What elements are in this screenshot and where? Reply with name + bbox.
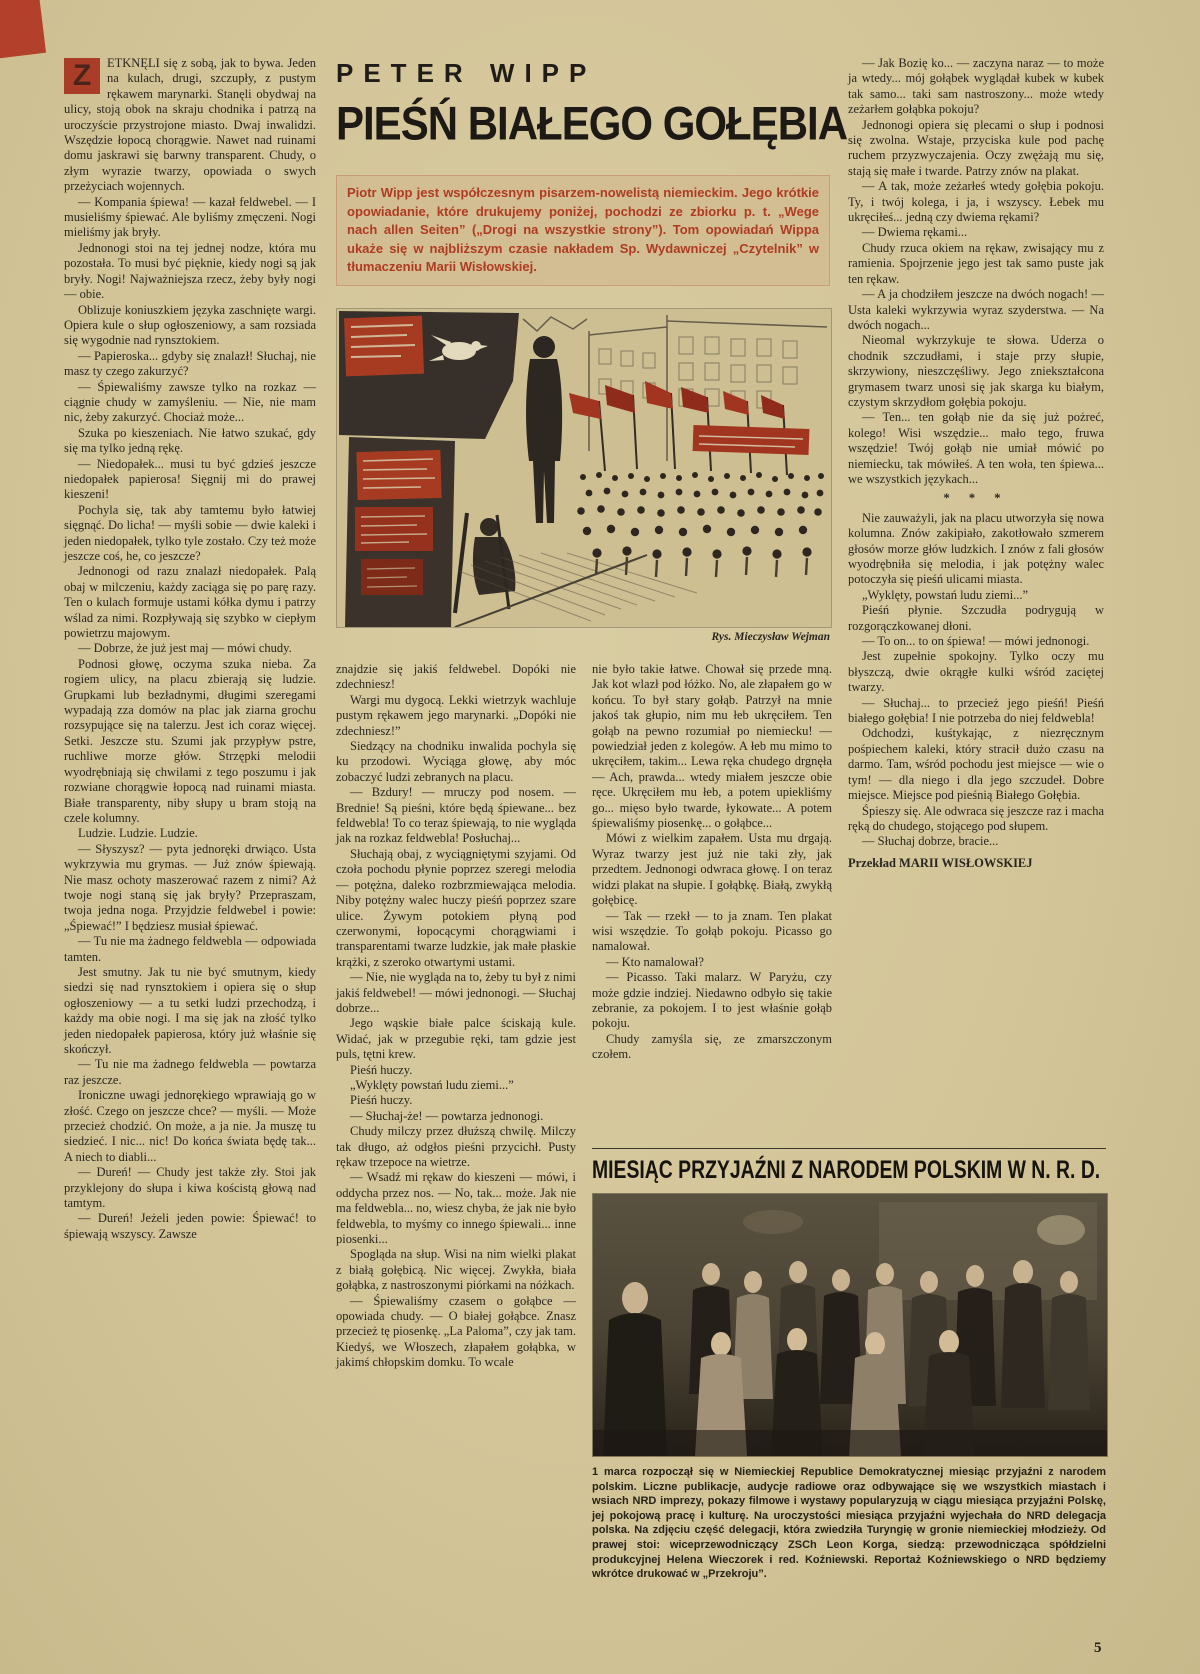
paragraph: — Picasso. Taki malarz. W Paryżu, czy może gdzie indziej. Niedawno odbyło się takie zebranie, za pokojem. I to jest właśnie gołąb pokoju. <box>592 970 832 1031</box>
column-1 <box>64 56 316 1242</box>
paragraph: — Papieroska... gdyby się znalazł! Słuchaj, nie masz ty czego zakurzyć? <box>64 348 316 379</box>
paragraph: Chudy zamyśla się, ze zmarszczonym czołem. <box>592 1031 832 1062</box>
red-banner <box>693 425 810 455</box>
paragraph: — Niedopałek... musi tu być gdzieś jeszcze niedopałek papierosa! Sięgnij mi do prawej kieszeni! <box>64 456 316 502</box>
paragraph: — Śpiewaliśmy czasem o gołąbce — opowiada chudy. — O białej gołąbce. Znasz przecież tę piosenkę. „La Paloma”, czy jak tam. Kiedyś, we Włoszech, złapałem gołąbka, w jakimś chłopskim domku. To wcale <box>336 1293 576 1370</box>
paragraph: Oblizuje koniuszkiem języka zaschnięte wargi. Opiera kule o słup ogłoszeniowy, a sam rozsiada się wygodnie nad rynsztokiem. <box>64 302 316 348</box>
paragraph: Pieśń płynie. Szczudła podrygują w rozgorączkowanej dłoni. <box>848 603 1104 633</box>
column-2 <box>336 662 576 1371</box>
paragraph: — Słuchaj-że! — powtarza jednonogi. <box>350 1108 544 1123</box>
paragraph: Spogląda na słup. Wisi na nim wielki plakat z białą gołębicą. Nic więcej. Zwykła, biała gołąbka, z nastroszonymi piórkami na nóżkach. <box>336 1247 576 1293</box>
column-4 <box>848 56 1104 871</box>
paragraph: Jednonogi od razu znalazł niedopałek. Palą obaj w milczeniu, każdy zaciąga się po parę razy. Ten o kulach formuje ustami kółka dymu i patrzy wślad za nimi. Rozpływają się szybko w ciepłym powietrzu majowym. <box>64 564 316 641</box>
paragraph: Jest smutny. Jak tu nie być smutnym, kiedy siedzi się nad rynsztokiem i opiera się o słup ogłoszeniowy — a tu setki ludzi przechodzą, i każdy ma obie nogi. I ma się jak na złość tylko jeden niedopałek papierosa, który już właśnie się skończył. <box>64 964 316 1056</box>
author-name: PETER WIPP <box>336 58 597 88</box>
column-1-text <box>64 195 316 1243</box>
paragraph: — Tu nie ma żadnego feldwebla — powtarza raz jeszcze. <box>64 1057 316 1087</box>
paragraph: Pieśń huczy. <box>350 1062 413 1077</box>
paragraph: Nie zauważyli, jak na placu utworzyła się nowa kolumna. Znów zakipiało, zakotłowało szmerem głosów morze głów ludzkich. I znów z fali głosów wyodrębniła się melodia, i jak potężny walec potoczyła się pieśń ulicami miasta. <box>848 510 1104 587</box>
paragraph: — Dureń! — Chudy jest także zły. Stoi jak przyklejony do słupa i kiwa kościstą głową nad tamtym. <box>64 1165 316 1211</box>
paragraph: — Słuchaj... to przecież jego pieśń! Pieśń białego gołębia! I nie potrzeba do niej feldwebla! <box>848 695 1104 726</box>
paragraph: Wargi mu dygocą. Lekki wietrzyk wachluje pustym rękawem jego marynarki. „Dopóki nie zdechniesz!” <box>336 692 576 738</box>
paragraph: Jest zupełnie spokojny. Tylko oczy mu błyszczą, dwie okrągłe kulki wśród zaciętej twarzy. <box>848 649 1104 695</box>
paragraph: Podnosi głowę, oczyma szuka nieba. Za rogiem ulicy, na placu zbierają się ludzie. Grupkami lub bezładnymi, długimi szeregami wypadają zza domów na plac jak ziarna grochu rozsypujące się na talerzu. Jest ich coraz więcej. Setki. Jeszcze stu. Szumi jak przypływ pstre, ruchliwe morze głów. Strzępki melodii wyodrębniają się chwilami z tego poszumu i jak rozwiane chorągwie łopocą nad ruinami miasta. Białe transparenty, niby słupy u bram stoją na czele kolumny. <box>64 656 316 825</box>
paragraph: — Kto namalował? <box>606 954 704 969</box>
opening-text: ETKNĘLI się z sobą, jak to bywa. Jeden na kulach, drugi, szczupły, z pustym rękawem marynarki. Stanęli obydwaj na ulicy, stoją obok na skraju chodnika i patrzą na uroczyście przystrojone miasto. Dwaj inwalidzi. Wszędzie łopocą chorągwie. Nawet nad ruinami domu jaskrawi się barwny transparent. Chudy, o złym wyrazie twarzy, opowiada o swych przeżyciach wojennych. <box>64 56 316 194</box>
paragraph: Chudy milczy przez dłuższą chwilę. Milczy tak długo, aż odgłos pieśni przycichł. Pusty rękaw trzepoce na wietrze. <box>336 1124 576 1169</box>
paragraph: Jednonogi stoi na tej jednej nodze, która mu pozostała. To musi być pięknie, kiedy nogi są jak bryły. Nogi! Najważniejsza rzecz, żeby były nogi — obie. <box>64 240 316 302</box>
page-number: 5 <box>1094 1640 1102 1656</box>
paragraph: — A tak, może zeżarłeś wtedy gołębia pokoju. Ty, i twój kolega, i ja, i wszyscy. Łebek mu ukręciłeś... jedną czy dwiema rękami? <box>848 179 1104 225</box>
illustration-figure <box>336 308 830 643</box>
paragraph: Chudy rzuca okiem na rękaw, zwisający mu z ramienia. Spojrzenie jego jest tak samo puste jak ten rękaw. <box>848 240 1104 286</box>
group-photo <box>592 1193 1108 1457</box>
paragraph: — A ja chodziłem jeszcze na dwóch nogach! — Usta kaleki wykrzywia wyraz szyderstwa. — Na dwóch nogach... <box>848 287 1104 332</box>
column-2-text <box>336 662 576 1371</box>
paragraph: Mówi z wielkim zapałem. Usta mu drgają. Wyraz twarzy jest już nie taki zły, jak przedtem. Jednonogi odwraca głowę. I on teraz widzi plakat na słupie. I gołąbkę. Białą, zwykłą gołębicę. <box>592 831 832 908</box>
paragraph: Śpieszy się. Ale odwraca się jeszcze raz i macha ręką do chudego, stojącego pod słupem. <box>848 803 1104 833</box>
illustration-caption: Rys. Mieczysław Wejman <box>711 631 830 643</box>
paragraph: — Słyszysz? — pyta jednoręki drwiąco. Usta wykrzywia mu grymas. — Już znów śpiewają. Nie masz ochoty maszerować razem z nimi? Aż twoje nogi staną się jak bryły? Przepraszam, twoja jedna noga. Przyjdzie feldwebel i powie: „Śpiewać!” I będziesz musiał śpiewać. <box>64 841 316 933</box>
paragraph: — Ten... ten gołąb nie da się już pożreć, kolego! Wisi wszędzie... mało tego, fruwa wszędzie! Twój gołąb nie umiał mówić po niemiecku, tak mówiłeś. A ten woła, ten śpiewa... we wszystkich językach... <box>848 410 1104 486</box>
paragraph: Przekład MARII WISŁOWSKIEJ <box>848 855 1033 870</box>
paragraph: znajdzie się jakiś feldwebel. Dopóki nie zdechniesz! <box>336 662 576 692</box>
paragraph: — Słuchaj dobrze, bracie... <box>862 834 999 849</box>
title-block <box>336 58 848 286</box>
friendship-month-feature <box>592 1148 1106 1582</box>
feature-caption: 1 marca rozpoczął się w Niemieckiej Republice Demokratycznej miesiąc przyjaźni z narodem polskim. Liczne publikacje, audycje radiowe oraz odbywające się we wszystkich miastach i wsiach NRD imprezy, pokazy filmowe i wystawy popularyzują w ciągu miesiąca przyjaźni Polskę, jej pokojową pracę i kulturę. Na uroczystości miesiąca przyjaźni wyjechała do NRD delegacja polska. Na zdjęciu część delegacji, która zwiedziła Turyngię w gronie niemieckiej młodzieży. Od prawej stoi: wiceprzewodniczący ZSCh Leon Korga, siedzą: przewodnicząca spółdzielni produkcyjnej Helena Wieczorek i red. Koźniewski. Reportaż Koźniewskiego o NRD będziemy wkrótce drukować w „Przekroju”. <box>592 1466 1106 1581</box>
column-3 <box>592 662 832 1144</box>
red-corner-mark <box>0 0 46 59</box>
paragraph: Siedzący na chodniku inwalida pochyla się ku przodowi. Wyciąga głowę, aby móc zobaczyć ludzi zebranych na placu. <box>336 739 576 784</box>
paragraph: * * * <box>943 491 1009 506</box>
paragraph: Ironiczne uwagi jednorękiego wprawiają go w złość. Czego on jeszcze chce? — myśli. — Może przecież chodzić. On może, a ja nie. Ja muszę tu siedzieć. I nic... nic! Do końca świata będę tak... A niech to diabli... <box>64 1088 316 1164</box>
paragraph: „Wyklęty powstań ludu ziemi...” <box>350 1077 514 1092</box>
paragraph: — Tak — rzekł — to ja znam. Ten plakat wisi wszędzie. To gołąb pokoju. Picasso go namalował. <box>592 908 832 954</box>
paragraph: — Bzdury! — mruczy pod nosem. — Brednie! Są pieśni, które będą śpiewane... bez feldwebla! To co teraz śpiewają, to nie wygląda jak na rozkaz feldwebla! Posłuchaj... <box>336 785 576 846</box>
paragraph: — Dwiema rękami... <box>862 225 968 240</box>
drop-cap: Z <box>64 58 100 94</box>
street-scene-illustration <box>336 308 832 628</box>
column-3-text <box>592 662 832 1063</box>
column-4-text <box>848 56 1104 871</box>
paragraph: — Dobrze, że już jest maj — mówi chudy. <box>78 641 292 656</box>
paragraph: „Wyklęty, powstań ludu ziemi...” <box>862 587 1029 602</box>
paragraph: Ludzie. Ludzie. Ludzie. <box>78 826 198 841</box>
paragraph: — Wsadź mi rękaw do kieszeni — mówi, i oddycha przez nos. — No, tak... może. Jak nie ma feldwebla... no, wiesz chyba, że jak nie było feldwebla, to myśmy co innego śpiewali... inne piosenki... <box>336 1170 576 1247</box>
paragraph: nie było takie łatwe. Chował się przede mną. Jak kot wlazł pod łóżko. No, ale złapałem go w końcu. To był stary gołąb. Patrzył na mnie jakoś tak głupio, nim mu łeb ukręciłem. Ten gołąb na pewno rozumiał po niemiecku! — powiedział jeden z kolegów. A łeb mu mimo to ukręciłem, takim... Lewa ręka chudego drgnęła — Ach, prawda... wtedy miałem jeszcze obie ręce. Ukręciłem mu łeb, a potem upiekliśmy go... mięso było twarde, łykowate... A potem śpiewaliśmy piosenkę... o gołąbce... <box>592 662 832 831</box>
paragraph: — Dureń! Jeżeli jeden powie: Śpiewać! to śpiewają wszyscy. Zawsze <box>64 1211 316 1241</box>
paragraph: Pieśń huczy. <box>350 1093 413 1108</box>
paragraph: — Jak Bozię ko... — zaczyna naraz — to może ja wtedy... mój gołąbek wyglądał kubek w kubek tak samo... taki sam nastroszony... może wtedy zeżarłem gołąbka pokoju? <box>848 56 1104 117</box>
paragraph: Szuka po kieszeniach. Nie łatwo szukać, gdy się ma tylko jedną rękę. <box>64 425 316 456</box>
delegation-photo <box>592 1193 1106 1457</box>
paragraph: — Tu nie ma żadnego feldwebla — odpowiada tamten. <box>64 934 316 964</box>
feature-headline: MIESIĄC PRZYJAŹNI Z NARODEM POLSKIM W N. R. D. <box>592 1157 1101 1185</box>
paragraph: Jego wąskie białe palce ściskają kule. Widać, jak w przegubie ręki, tam gdzie jest puls, tętni krew. <box>336 1016 576 1062</box>
article-title: PIEŚŃ BIAŁEGO GOŁĘBIA <box>336 97 848 150</box>
paragraph: Nieomal wykrzykuje te słowa. Uderza o chodnik szczudłami, i staje przy słupie, skrzywiony, nieszczęśliwy. Jego zniekształcona grymasem twarz unosi się jak skarga ku białym, czystym skrzydłom gołębia pokoju. <box>848 333 1104 409</box>
paragraph: Pochyla się, tak aby tamtemu było łatwiej sięgnąć. Do licha! — myśli sobie — dwie kaleki i jeden niedopałek, tylko tyle zostało. Czy też może jeszcze coś, he, co jeszcze? <box>64 502 316 563</box>
paragraph: — Kompania śpiewa! — kazał feldwebel. — I musieliśmy śpiewać. Ale byliśmy zmęczeni. Nogi mieliśmy jak bryły. <box>64 194 316 240</box>
paragraph: Słuchają obaj, z wyciągniętymi szyjami. Od czoła pochodu płynie poprzez szeregi melodia — potężna, daleko rozbrzmiewająca melodia. Niby potężny walec huczy pieśń poprzez szare ulice. Żywym potokiem płyną pod czerwonymi, łopocącymi chorągwiami i transparentami twarze ludzkie, jak małe płaskie krążki, z szeroko otwartymi ustami. <box>336 846 576 969</box>
opening-paragraph <box>64 56 316 195</box>
paragraph: Jednonogi opiera się plecami o słup i podnosi się zwolna. Wstaje, przyciska kule pod pachę ruchem przyzwyczajenia. Oczy zwężają mu się, stają się małe i twarde. Patrzy znów na plakat. <box>848 117 1104 178</box>
paragraph: — Nie, nie wygląda na to, żeby tu był z nimi jakiś feldwebel! — mówi jednonogi. — Słuchaj dobrze... <box>336 970 576 1015</box>
editorial-intro: Piotr Wipp jest współczesnym pisarzem-nowelistą niemieckim. Jego krótkie opowiadanie, które drukujemy poniżej, pochodzi ze zbiorku p. t. „Wege nach allen Seiten” („Drogi na wszystkie strony”). Tom opowiadań Wippa ukaże się w najbliższym czasie nakładem Sp. Wydawniczej „Czytelnik” w tłumaczeniu Marii Wisłowskiej. <box>336 175 830 286</box>
paragraph: Odchodzi, kuśtykając, z niezręcznym pośpiechem kaleki, który stracił dużo czasu na darmo. Tam, wśród pochodu jest miejsce — wie o tym! — dla niego i dla jego szczudeł. Dobre miejsce. Miejsce pod pieśnią Białego Gołębia. <box>848 726 1104 803</box>
paragraph: — To on... to on śpiewa! — mówi jednonogi. <box>862 634 1090 649</box>
paragraph: — Śpiewaliśmy zawsze tylko na rozkaz — ciągnie chudy w zamyśleniu. — Nie, nie mam nic, żeby zakurzyć. Chociaż może... <box>64 379 316 425</box>
